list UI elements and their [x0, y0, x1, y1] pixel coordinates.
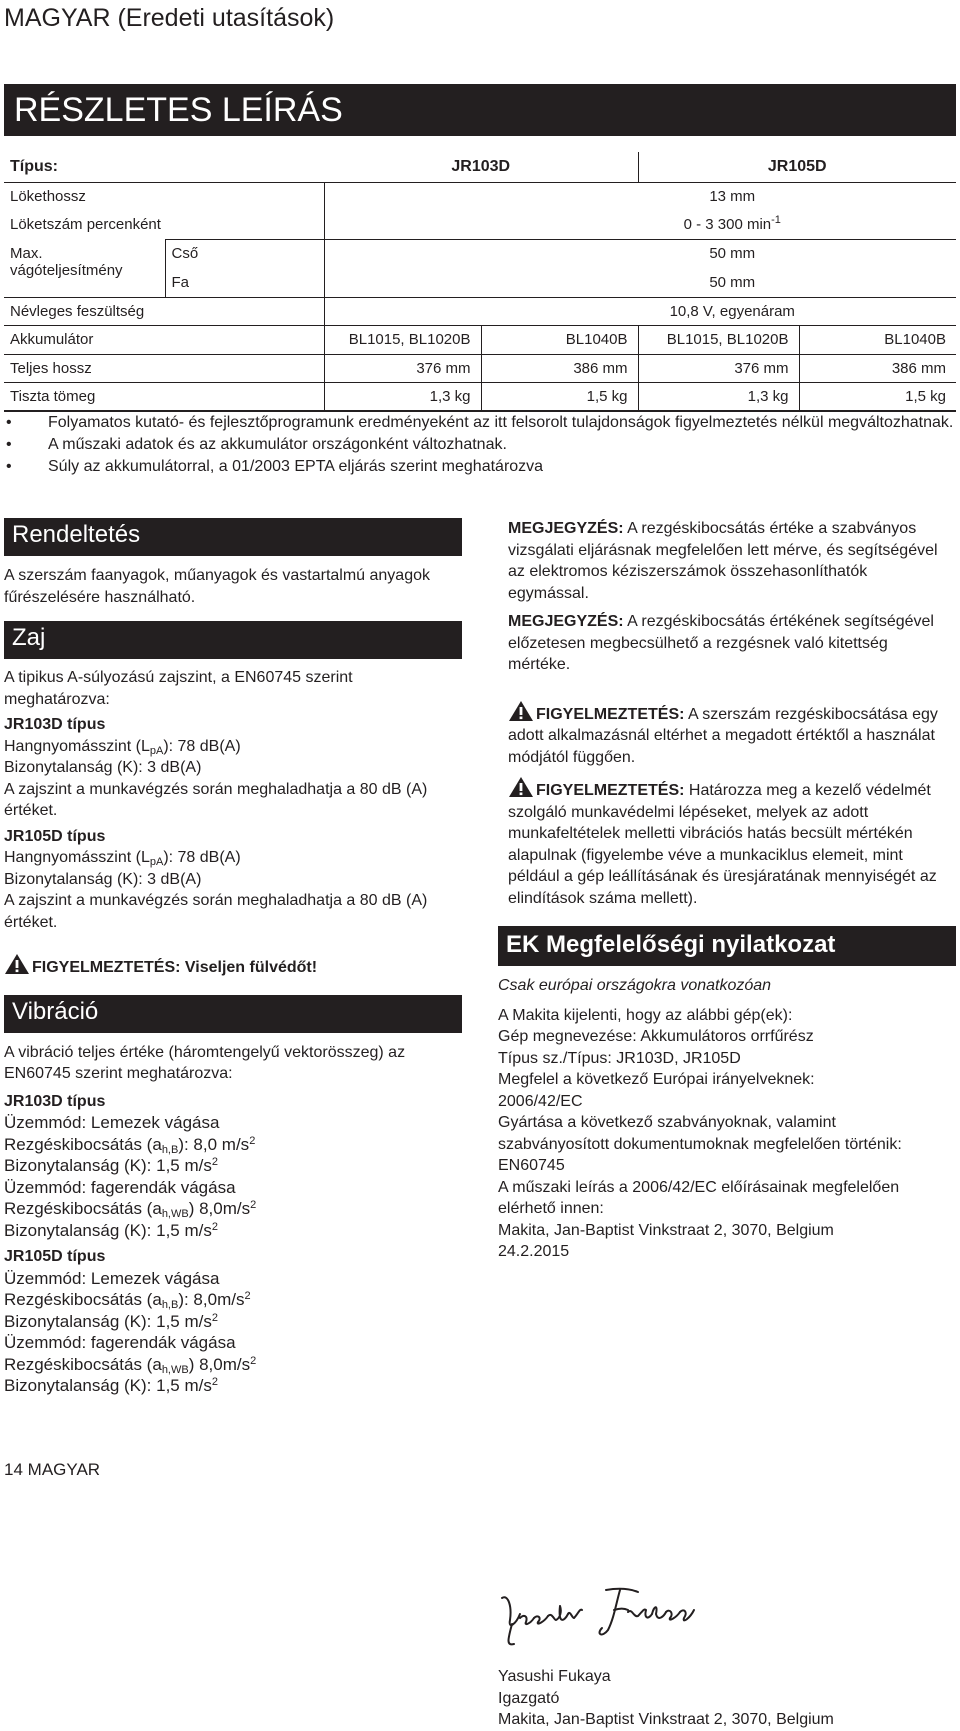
spec-value: 376 mm — [638, 354, 799, 383]
spec-sublabel: Fa — [165, 268, 324, 297]
vibration-mode: Üzemmód: Lemezek vágása — [4, 1268, 220, 1288]
vibration-heading: Vibráció — [4, 995, 462, 1033]
section-title: RÉSZLETES LEÍRÁS — [4, 84, 956, 136]
intended-use-heading: Rendeltetés — [4, 518, 462, 556]
noise-model-title: JR103D típus — [4, 716, 106, 733]
signatory-title: Igazgató — [498, 1689, 560, 1707]
footer-language: MAGYAR — [27, 1460, 101, 1479]
intended-use-text: A szerszám faanyagok, műanyagok és vastartalmú anyagok fűrészelésére használható. — [4, 567, 430, 606]
spec-value: 10,8 V, egyenáram — [324, 297, 956, 326]
vibration-intro: A vibráció teljes értéke (háromtengelyű vektorösszeg) az EN60745 szerint meghatározva: — [4, 1043, 406, 1082]
spec-label: Max. vágóteljesítmény — [10, 245, 123, 279]
signatory-address: Makita, Jan-Baptist Vinkstraat 2, 3070, Belgium — [498, 1711, 834, 1728]
noise-note: A zajszint a munkavégzés során meghaladhatja a 80 dB (A) értéket. — [4, 780, 428, 819]
spec-sublabel: Cső — [165, 239, 324, 268]
vibration-emission: Rezgéskibocsátás $(a_{h,B})$: 8,0 $m/s^2$ — [4, 1134, 256, 1156]
list-item: • A műszaki adatok és az akkumulátor országonként változhatnak. — [4, 434, 956, 456]
ec-line: Makita, Jan-Baptist Vinkstraat 2, 3070, Belgium — [498, 1221, 834, 1239]
spec-label: Teljes hossz — [4, 354, 324, 383]
ec-declaration-subtitle: Csak európai országokra vonatkozóan — [498, 977, 772, 994]
vibration-uncertainty: Bizonytalanság (K): 1,5 $m/s^2$ — [4, 1311, 218, 1331]
spec-value: 50 mm — [324, 268, 956, 297]
vibration-model-title: JR105D típus — [4, 1248, 106, 1265]
vibration-mode: Üzemmód: Lemezek vágása — [4, 1113, 220, 1132]
model-header: JR105D — [638, 152, 956, 182]
vibration-model-block — [4, 1246, 462, 1397]
type-label: Típus: — [4, 152, 324, 182]
ec-line: 2006/42/EC — [498, 1092, 583, 1110]
signatory-name: Yasushi Fukaya — [498, 1668, 611, 1685]
spec-label: Lökethossz — [10, 188, 86, 205]
spec-table — [4, 152, 956, 412]
note-paragraph: MEGJEGYZÉS: A rezgéskibocsátás értékének segítségével előzetesen megbecsülhető a rezgésnek való kitettség mértéke. — [508, 613, 934, 673]
spec-value: BL1015, BL1020B — [324, 326, 481, 355]
noise-model-block — [4, 826, 462, 934]
noise-pressure: Hangnyomásszint $(L_{pA})$: 78 dB(A) — [4, 849, 241, 868]
ec-line: A Makita kijelenti, hogy az alábbi gép(ek): — [498, 1006, 793, 1024]
warning-icon — [508, 700, 534, 722]
spec-value: 1,5 kg — [799, 383, 956, 412]
noise-uncertainty: Bizonytalanság (K): 3 dB(A) — [4, 759, 202, 776]
spec-value: 1,3 kg — [638, 383, 799, 412]
spec-value: 386 mm — [799, 354, 956, 383]
spec-value: BL1040B — [481, 326, 638, 355]
spec-label: Löketszám percenként — [10, 216, 161, 233]
spec-value: BL1040B — [799, 326, 956, 355]
vibration-model-block — [4, 1091, 462, 1242]
spec-label: Akkumulátor — [4, 326, 324, 355]
spec-value: 1,5 kg — [481, 383, 638, 412]
spec-value: BL1015, BL1020B — [638, 326, 799, 355]
vibration-emission: Rezgéskibocsátás $(a_{h,WB})$ $8,0m/s^2$ — [4, 1354, 257, 1376]
vibration-mode: Üzemmód: fagerendák vágása — [4, 1333, 236, 1352]
noise-note: A zajszint a munkavégzés során meghaladhatja a 80 dB (A) értéket. — [4, 892, 428, 931]
noise-heading: Zaj — [4, 621, 462, 659]
ec-line: 24.2.2015 — [498, 1243, 570, 1260]
warning-icon — [508, 776, 534, 798]
language-header: MAGYAR (Eredeti utasítások) — [4, 4, 335, 32]
right-column — [498, 518, 956, 1728]
spec-value: 0 - 3 300 $\min^{-1}$ — [324, 211, 956, 240]
ec-declaration-body — [498, 1005, 956, 1263]
vibration-model-title: JR103D típus — [4, 1092, 106, 1110]
signatory-block — [498, 1666, 834, 1731]
noise-model-block — [4, 714, 462, 822]
warning-paragraph: FIGYELMEZTETÉS: A szerszám rezgéskibocsátása egy adott alkalmazásnál eltérhet a megadott értéktől a használat módjától függően. — [508, 700, 948, 769]
spec-value: 50 mm — [324, 239, 956, 268]
noise-pressure: Hangnyomásszint $(L_{pA})$: 78 dB(A) — [4, 737, 241, 757]
noise-model-title: JR105D típus — [4, 827, 106, 845]
vibration-uncertainty: Bizonytalanság (K): 1,5 $m/s^2$ — [4, 1220, 218, 1240]
spec-label: Tiszta tömeg — [4, 383, 324, 412]
ec-line: EN60745 — [498, 1157, 565, 1174]
spec-value: 1,3 kg — [324, 383, 481, 412]
ec-declaration-heading: EK Megfelelőségi nyilatkozat — [498, 926, 956, 966]
ec-line: Gyártása a következő szabványoknak, valamint szabványosított dokumentumoknak megfelelően történik: — [498, 1114, 902, 1153]
vibration-emission: Rezgéskibocsátás $(a_{h,WB})$ $8,0m/s^2$ — [4, 1199, 257, 1220]
spec-value: 13 mm — [324, 182, 956, 211]
vibration-emission: Rezgéskibocsátás $(a_{h,B})$: $8,0m/s^2$ — [4, 1290, 251, 1311]
left-column — [4, 518, 462, 1397]
ec-line: Típus sz./Típus: JR103D, JR105D — [498, 1049, 741, 1067]
spec-value: 376 mm — [324, 354, 481, 383]
vibration-uncertainty: Bizonytalanság (K): 1,5 $m/s^2$ — [4, 1376, 218, 1395]
noise-warning: FIGYELMEZTETÉS: Viseljen fülvédőt! — [4, 953, 462, 979]
ec-line: A műszaki leírás a 2006/42/EC előírásainak megfelelően elérhető innen: — [498, 1178, 900, 1217]
warning-paragraph: FIGYELMEZTETÉS: Határozza meg a kezelő védelmét szolgáló munkavédelmi lépéseket, melyek az adott munkafeltételek melletti vibrációs hatás becsült mértékén alapulnak (figyelembe véve a munkaciklus elemeit, mint például a gép leállításának és üresjáratának mennyiségét az elindítások száma mellett). — [508, 776, 948, 909]
warning-icon — [4, 953, 30, 975]
list-item: • Folyamatos kutató- és fejlesztőprogramunk eredményeként az itt felsorolt tulajdonságok figyelmeztetés nélkül megváltozhatnak. — [4, 412, 956, 434]
spec-label: Névleges feszültség — [4, 297, 324, 326]
vibration-mode: Üzemmód: fagerendák vágása — [4, 1177, 236, 1197]
list-item: • Súly az akkumulátorral, a 01/2003 EPTA eljárás szerint meghatározva — [4, 456, 956, 478]
spec-notes-list — [4, 412, 956, 478]
vibration-uncertainty: Bizonytalanság (K): 1,5 $m/s^2$ — [4, 1156, 218, 1175]
noise-uncertainty: Bizonytalanság (K): 3 dB(A) — [4, 870, 202, 888]
model-header: JR103D — [324, 152, 638, 182]
ec-line: Megfelel a következő Európai irányelveknek: — [498, 1071, 815, 1088]
page-footer — [4, 1460, 100, 1480]
ec-line: Gép megnevezése: Akkumulátoros orrfűrész — [498, 1028, 814, 1045]
noise-intro: A tipikus A-súlyozású zajszint, a EN60745 szerint meghatározva: — [4, 669, 353, 708]
page-number: 14 — [4, 1460, 23, 1479]
note-paragraph: MEGJEGYZÉS: A rezgéskibocsátás értéke a szabványos vizsgálati eljárásnak megfelelően lett mérve, és segítségével az elektromos kéziszerszámok összehasonlíthatók egymással. — [508, 520, 938, 602]
signature-image — [498, 1584, 698, 1664]
spec-value: 386 mm — [481, 354, 638, 383]
